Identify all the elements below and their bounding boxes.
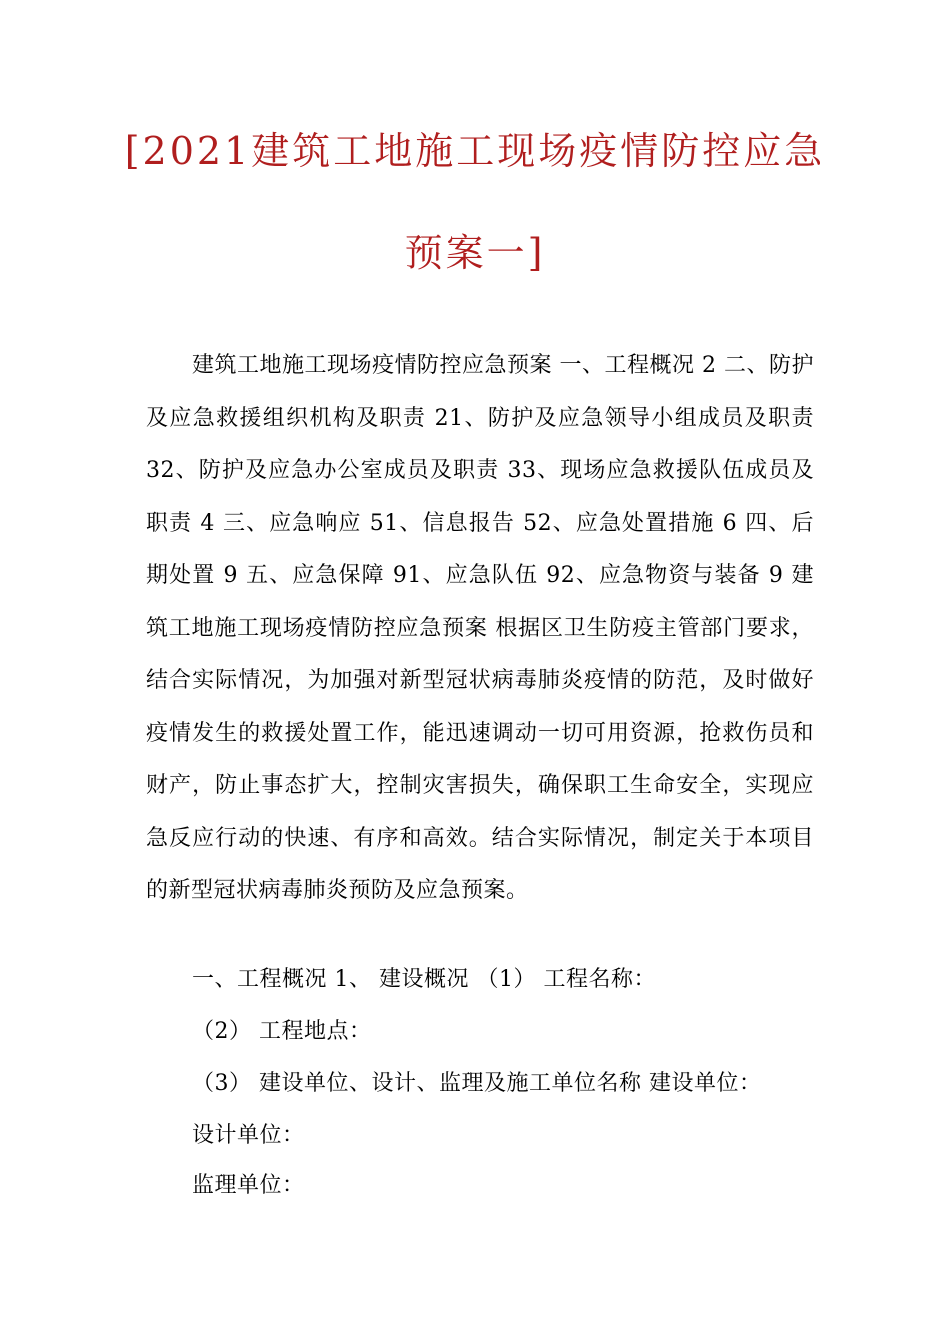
project-overview-heading: 一、工程概况 1、 建设概况 （1） 工程名称： <box>192 967 656 992</box>
project-location-line: （2） 工程地点： <box>192 1019 372 1044</box>
construction-units-line: （3） 建设单位、设计、监理及施工单位名称 建设单位： <box>192 1071 762 1096</box>
supervision-unit-line: 监理单位： <box>192 1173 305 1198</box>
document-title-line-2: 预案一] <box>404 231 546 275</box>
body-paragraph: 建筑工地施工现场疫情防控应急预案 一、工程概况 2 二、防护及应急救援组织机构及职责 21、防护及应急领导小组成员及职责 32、防护及应急办公室成员及职责 33、现场应急救援队伍成员及职责 4 三、应急响应 51、信息报告 52、应急处置措施 6 四、后期处置 9 五、应急保障 91、应急队伍 92、应急物资与装备 9 建筑工地施工现场疫情防控应急预案 根据区卫生防疫主管部门要求，结合实际情况，为加强对新型冠状病毒肺炎疫情的防范，及时做好疫情发生的救援处置工作，能迅速调动一切可用资源，抢救伤员和财产，防止事态扩大，控制灾害损失，确保职工生命安全，实现应急反应行动的快速、有序和高效。结合实际情况，制定关于本项目的新型冠状病毒肺炎预防及应急预案。 <box>146 353 814 903</box>
document-title-line-1: [2021建筑工地施工现场疫情防控应急 <box>124 129 826 173</box>
design-unit-line: 设计单位： <box>192 1123 305 1148</box>
